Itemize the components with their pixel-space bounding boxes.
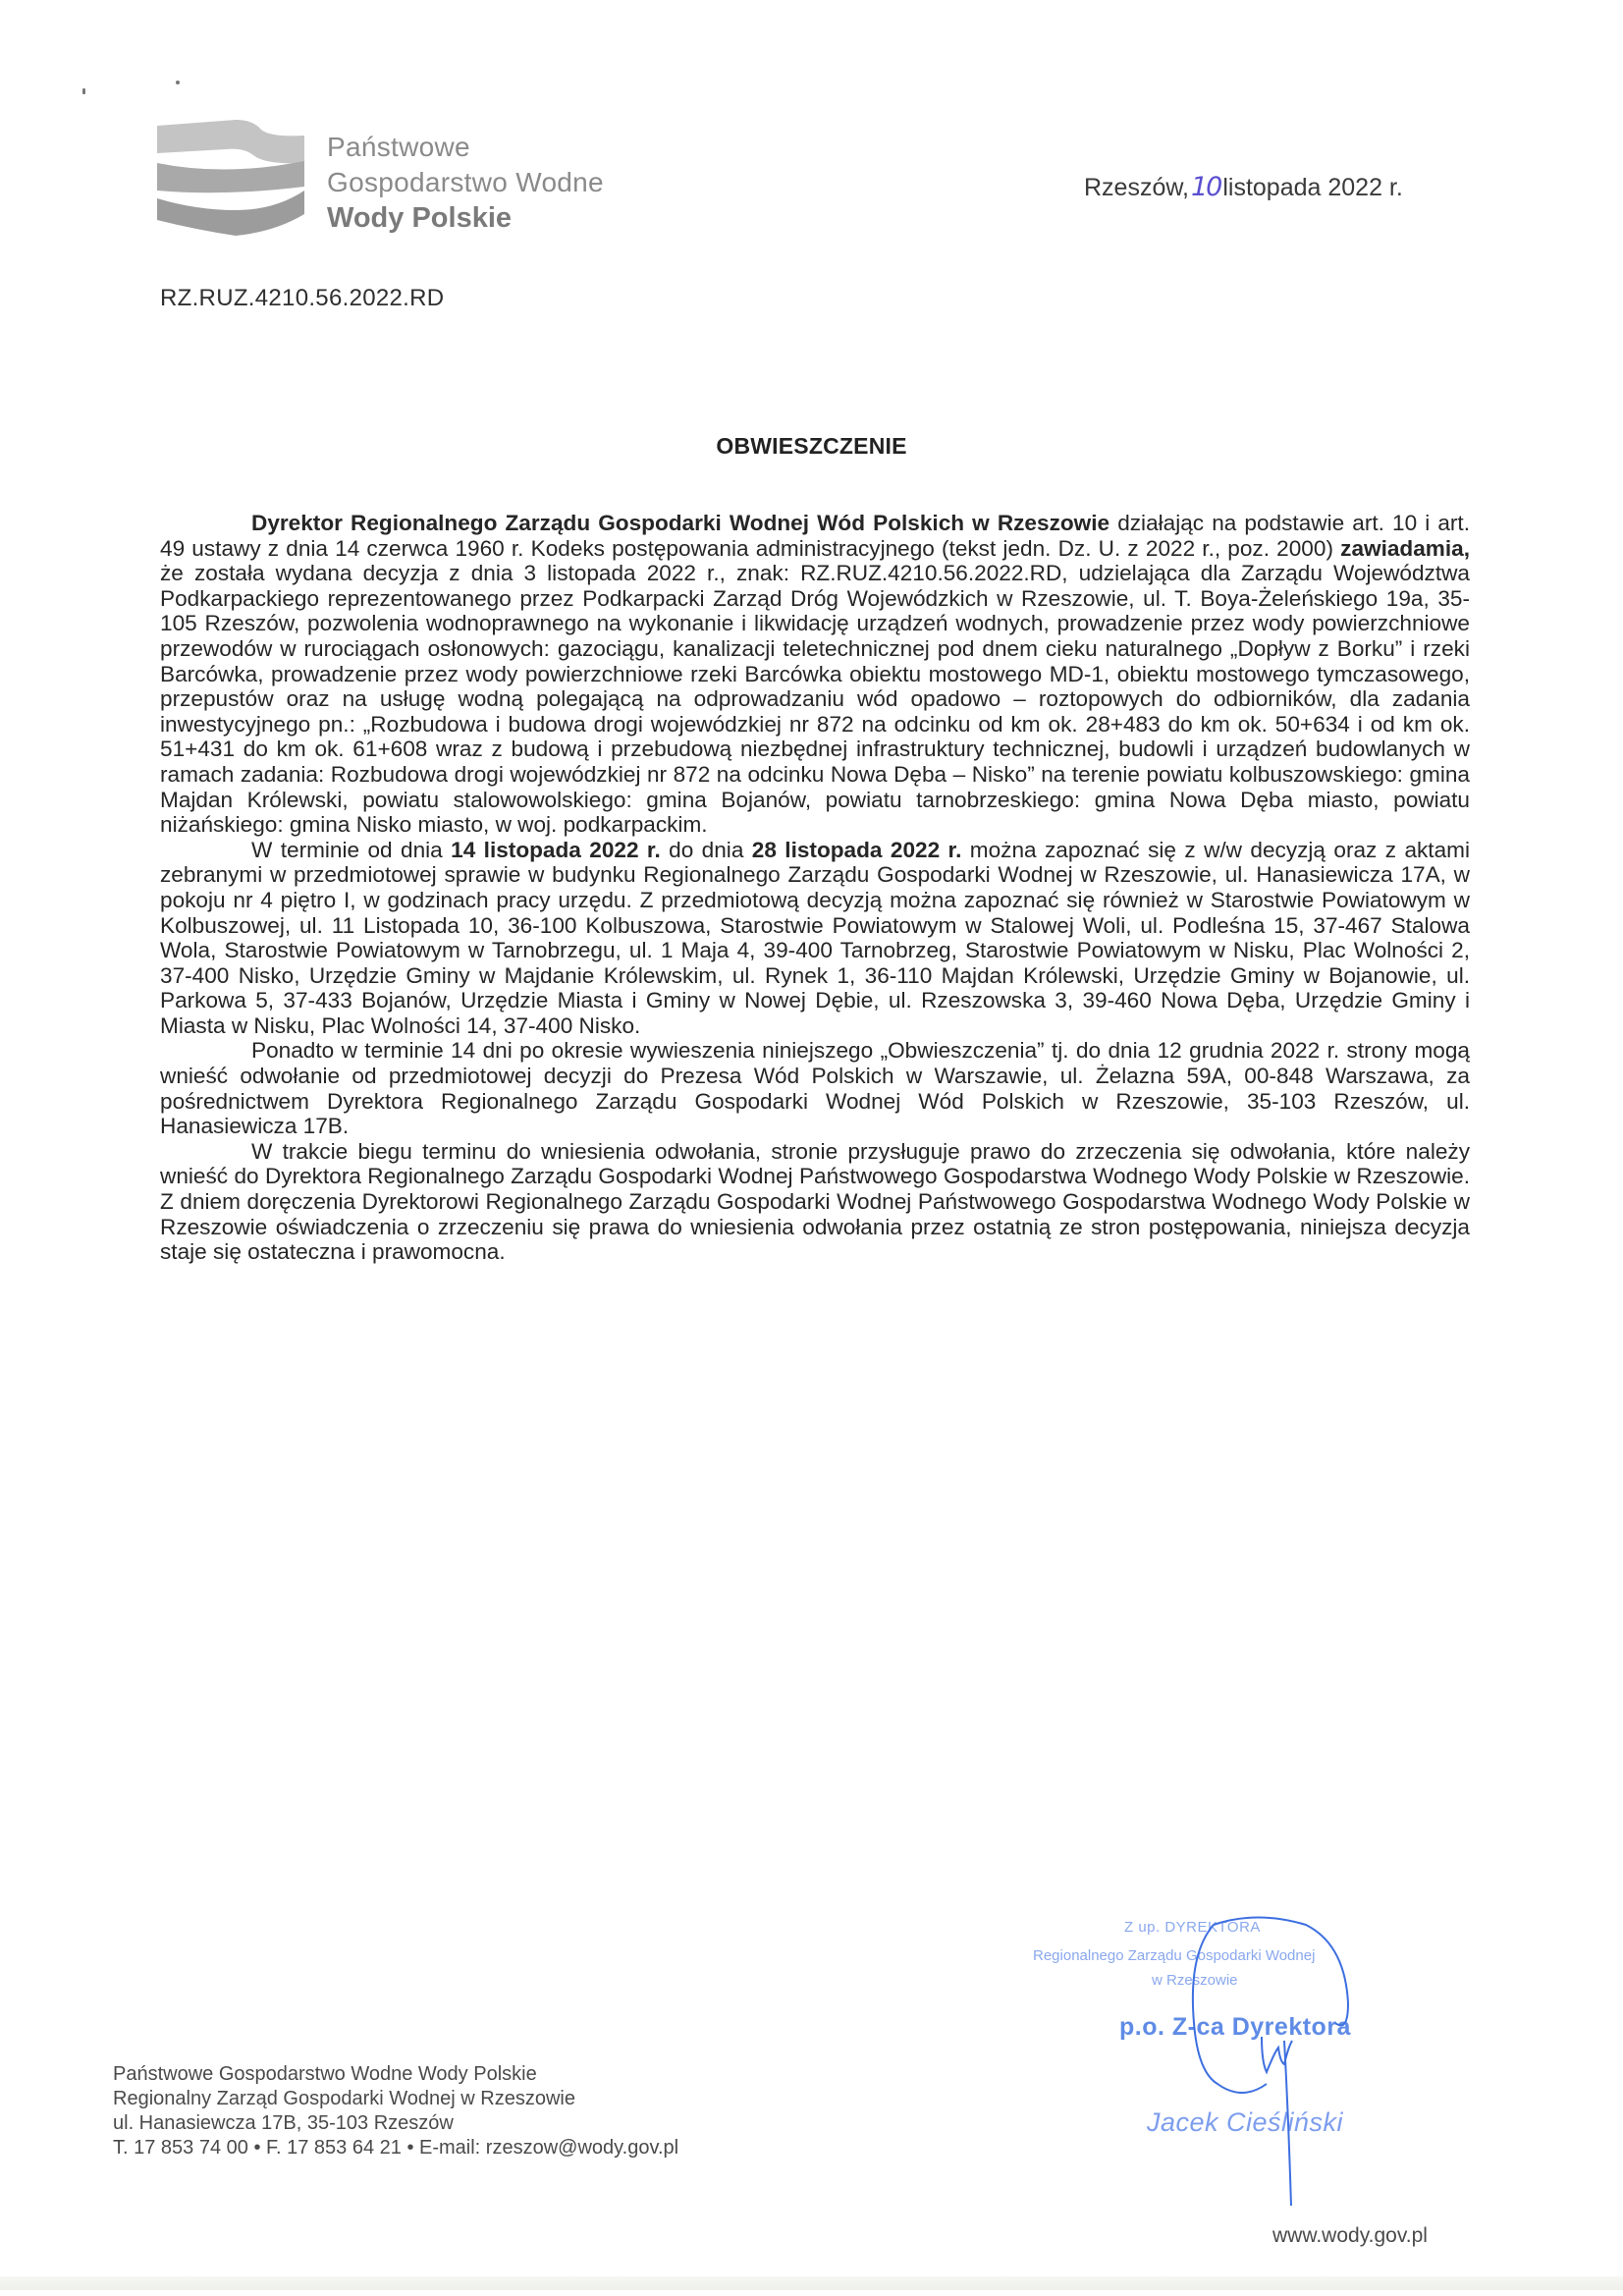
- notifies-keyword: zawiadamia,: [1340, 535, 1470, 561]
- logo-line-1: Państwowe: [327, 132, 470, 162]
- stamp-line-3: w Rzeszowie: [1152, 1972, 1238, 1989]
- paragraph-inspection-period: [160, 838, 1470, 1039]
- stamp-line-2: Regionalnego Zarządu Gospodarki Wodnej: [1033, 1947, 1316, 1964]
- date-month-year: listopada 2022 r.: [1222, 174, 1403, 201]
- logo-line-3: Wody Polskie: [327, 202, 513, 234]
- wody-polskie-waves-icon: [157, 116, 304, 239]
- scan-speck: [176, 81, 180, 84]
- document-date: [1084, 172, 1403, 202]
- notice-body: [160, 511, 1470, 1265]
- stamp-position: p.o. Z-ca Dyrektora: [1119, 2013, 1351, 2041]
- scan-speck: [82, 88, 85, 94]
- footer-line-contact: T. 17 853 74 00 • F. 17 853 64 21 • E-mail: rzeszow@wody.gov.pl: [113, 2137, 679, 2159]
- document-title: OBWIESZCZENIE: [716, 433, 907, 459]
- footer-address: [113, 2062, 678, 2160]
- paragraph-decision: [160, 511, 1470, 838]
- footer-line-regional-office: Regionalny Zarząd Gospodarki Wodnej w Rzeszowie: [113, 2088, 575, 2109]
- paragraph-text: do dnia: [660, 837, 752, 862]
- handwritten-signature-icon: [1021, 1915, 1492, 2249]
- stamp-signatory-name: Jacek Cieśliński: [1147, 2107, 1344, 2137]
- footer-line-street: ul. Hanasiewcza 17B, 35-103 Rzeszów: [113, 2112, 454, 2134]
- scan-edge: [0, 2276, 1623, 2290]
- paragraph-text: W terminie od dnia: [251, 837, 452, 862]
- end-date: 28 listopada 2022 r.: [751, 837, 962, 862]
- paragraph-text: można zapoznać się z w/w decyzją oraz z aktami zebranymi w przedmiotowej sprawie w budynku Regionalnego Zarządu Gospodarki Wodnej w Rzeszowie, ul. Hanasiewicza 17A, w pokoju nr 4 piętro I, w godzinach pracy urzędu. Z przedmiotową decyzją można zapoznać się również w Starostwie Powiatowym w Kolbuszowej, ul. 11 Listopada 10, 36-100 Kolbuszowa, Starostwie Powiatowym w Stalowej Woli, ul. Podleśna 15, 37-467 Stalowa Wola, Starostwie Powiatowym w Tarnobrzegu, ul. 1 Maja 4, 39-400 Tarnobrzeg, Starostwie Powiatowym w Nisku, Plac Wolności 2, 37-400 Nisko, Urzędzie Gminy w Majdanie Królewskim, ul. Rynek 1, 36-110 Majdan Królewski, Urzędzie Gminy w Bojanowie, ul. Parkowa 5, 37-433 Bojanów, Urzędzie Miasta i Gminy w Nowej Dębie, ul. Rzeszowska 3, 39-460 Nowa Dęba, Urzędzie Gminy i Miasta w Nisku, Plac Wolności 14, 37-400 Nisko.: [160, 837, 1470, 1038]
- date-day-handwritten: 10: [1190, 172, 1221, 202]
- footer-website: www.wody.gov.pl: [1272, 2224, 1428, 2247]
- paragraph-text: że została wydana decyzja z dnia 3 listopada 2022 r., znak: RZ.RUZ.4210.56.2022.RD, udzielająca dla Zarządu Województwa Podkarpackiego reprezentowanego przez Podkarpacki Zarząd Dróg Wojewódzkich w Rzeszowie, ul. T. Boya-Żeleńskiego 19a, 35-105 Rzeszów, pozwolenia wodnoprawnego na wykonanie i likwidację urządzeń wodnych, prowadzenie przez wody powierzchniowe przewodów w rurociągach osłonowych: gazociągu, kanalizacji teletechnicznej pod dnem cieku naturalnego „Dopływ z Borku” i rzeki Barcówka, prowadzenie przez wody powierzchniowe rzeki Barcówka obiektu mostowego MD-1, obiektu mostowego tymczasowego, przepustów oraz na usługę wodną polegającą na odprowadzaniu wód opadowo – roztopowych do odbiorników, dla zadania inwestycyjnego pn.: „Rozbudowa i budowa drogi wojewódzkiej nr 872 na odcinku od km ok. 28+483 do km ok. 50+634 i od km ok. 51+431 do km ok. 61+608 wraz z budową i przebudową niezbędnej infrastruktury technicznej, budowli i urządzeń budowlanych w ramach zadania: Rozbudowa drogi wojewódzkiej nr 872 na odcinku Nowa Dęba – Nisko” na terenie powiatu kolbuszowskiego: gmina Majdan Królewski, powiatu stalowowolskiego: gmina Bojanów, powiatu tarnobrzeskiego: gmina Nowa Dęba miasto, powiatu niżańskiego: gmina Nisko miasto, w woj. podkarpackim.: [160, 561, 1470, 838]
- paragraph-appeal: Ponadto w terminie 14 dni po okresie wywieszenia niniejszego „Obwieszczenia” tj. do dnia 12 grudnia 2022 r. strony mogą wnieść odwołanie od przedmiotowej decyzji do Prezesa Wód Polskich w Warszawie, ul. Żelazna 59A, 00-848 Warszawa, za pośrednictwem Dyrektora Regionalnego Zarządu Gospodarki Wodnej Wód Polskich w Rzeszowie, 35-103 Rzeszów, ul. Hanasiewicza 17B.: [160, 1038, 1470, 1139]
- paragraph-waiver: W trakcie biegu terminu do wniesienia odwołania, stronie przysługuje prawo do zrzeczenia się odwołania, które należy wnieść do Dyrektora Regionalnego Zarządu Gospodarki Wodnej Państwowego Gospodarstwa Wodnego Wody Polskie w Rzeszowie. Z dniem doręczenia Dyrektorowi Regionalnego Zarządu Gospodarki Wodnej Państwowego Gospodarstwa Wodnego Wody Polskie w Rzeszowie oświadczenia o zrzeczeniu się prawa do wniesienia odwołania przez ostatnią ze stron postępowania, niniejsza decyzja staje się ostateczna i prawomocna.: [160, 1138, 1470, 1265]
- logo-wordmark: [327, 130, 604, 236]
- start-date: 14 listopada 2022 r.: [451, 837, 661, 862]
- date-place: Rzeszów,: [1084, 174, 1189, 201]
- paragraph-text: działając na podstawie art. 10 i art. 49 ustawy z dnia 14 czerwca 1960 r. Kodeks postępowania administracyjnego (tekst jedn. Dz. U. z 2022 r., poz. 2000): [160, 511, 1470, 561]
- authority-name: Dyrektor Regionalnego Zarządu Gospodarki Wodnej Wód Polskich w Rzeszowie: [251, 511, 1110, 535]
- logo-line-2: Gospodarstwo Wodne: [327, 167, 604, 197]
- case-reference-number: RZ.RUZ.4210.56.2022.RD: [160, 285, 445, 311]
- stamp-line-1: Z up. DYREKTORA: [1124, 1919, 1261, 1936]
- footer-line-organization: Państwowe Gospodarstwo Wodne Wody Polskie: [113, 2063, 537, 2085]
